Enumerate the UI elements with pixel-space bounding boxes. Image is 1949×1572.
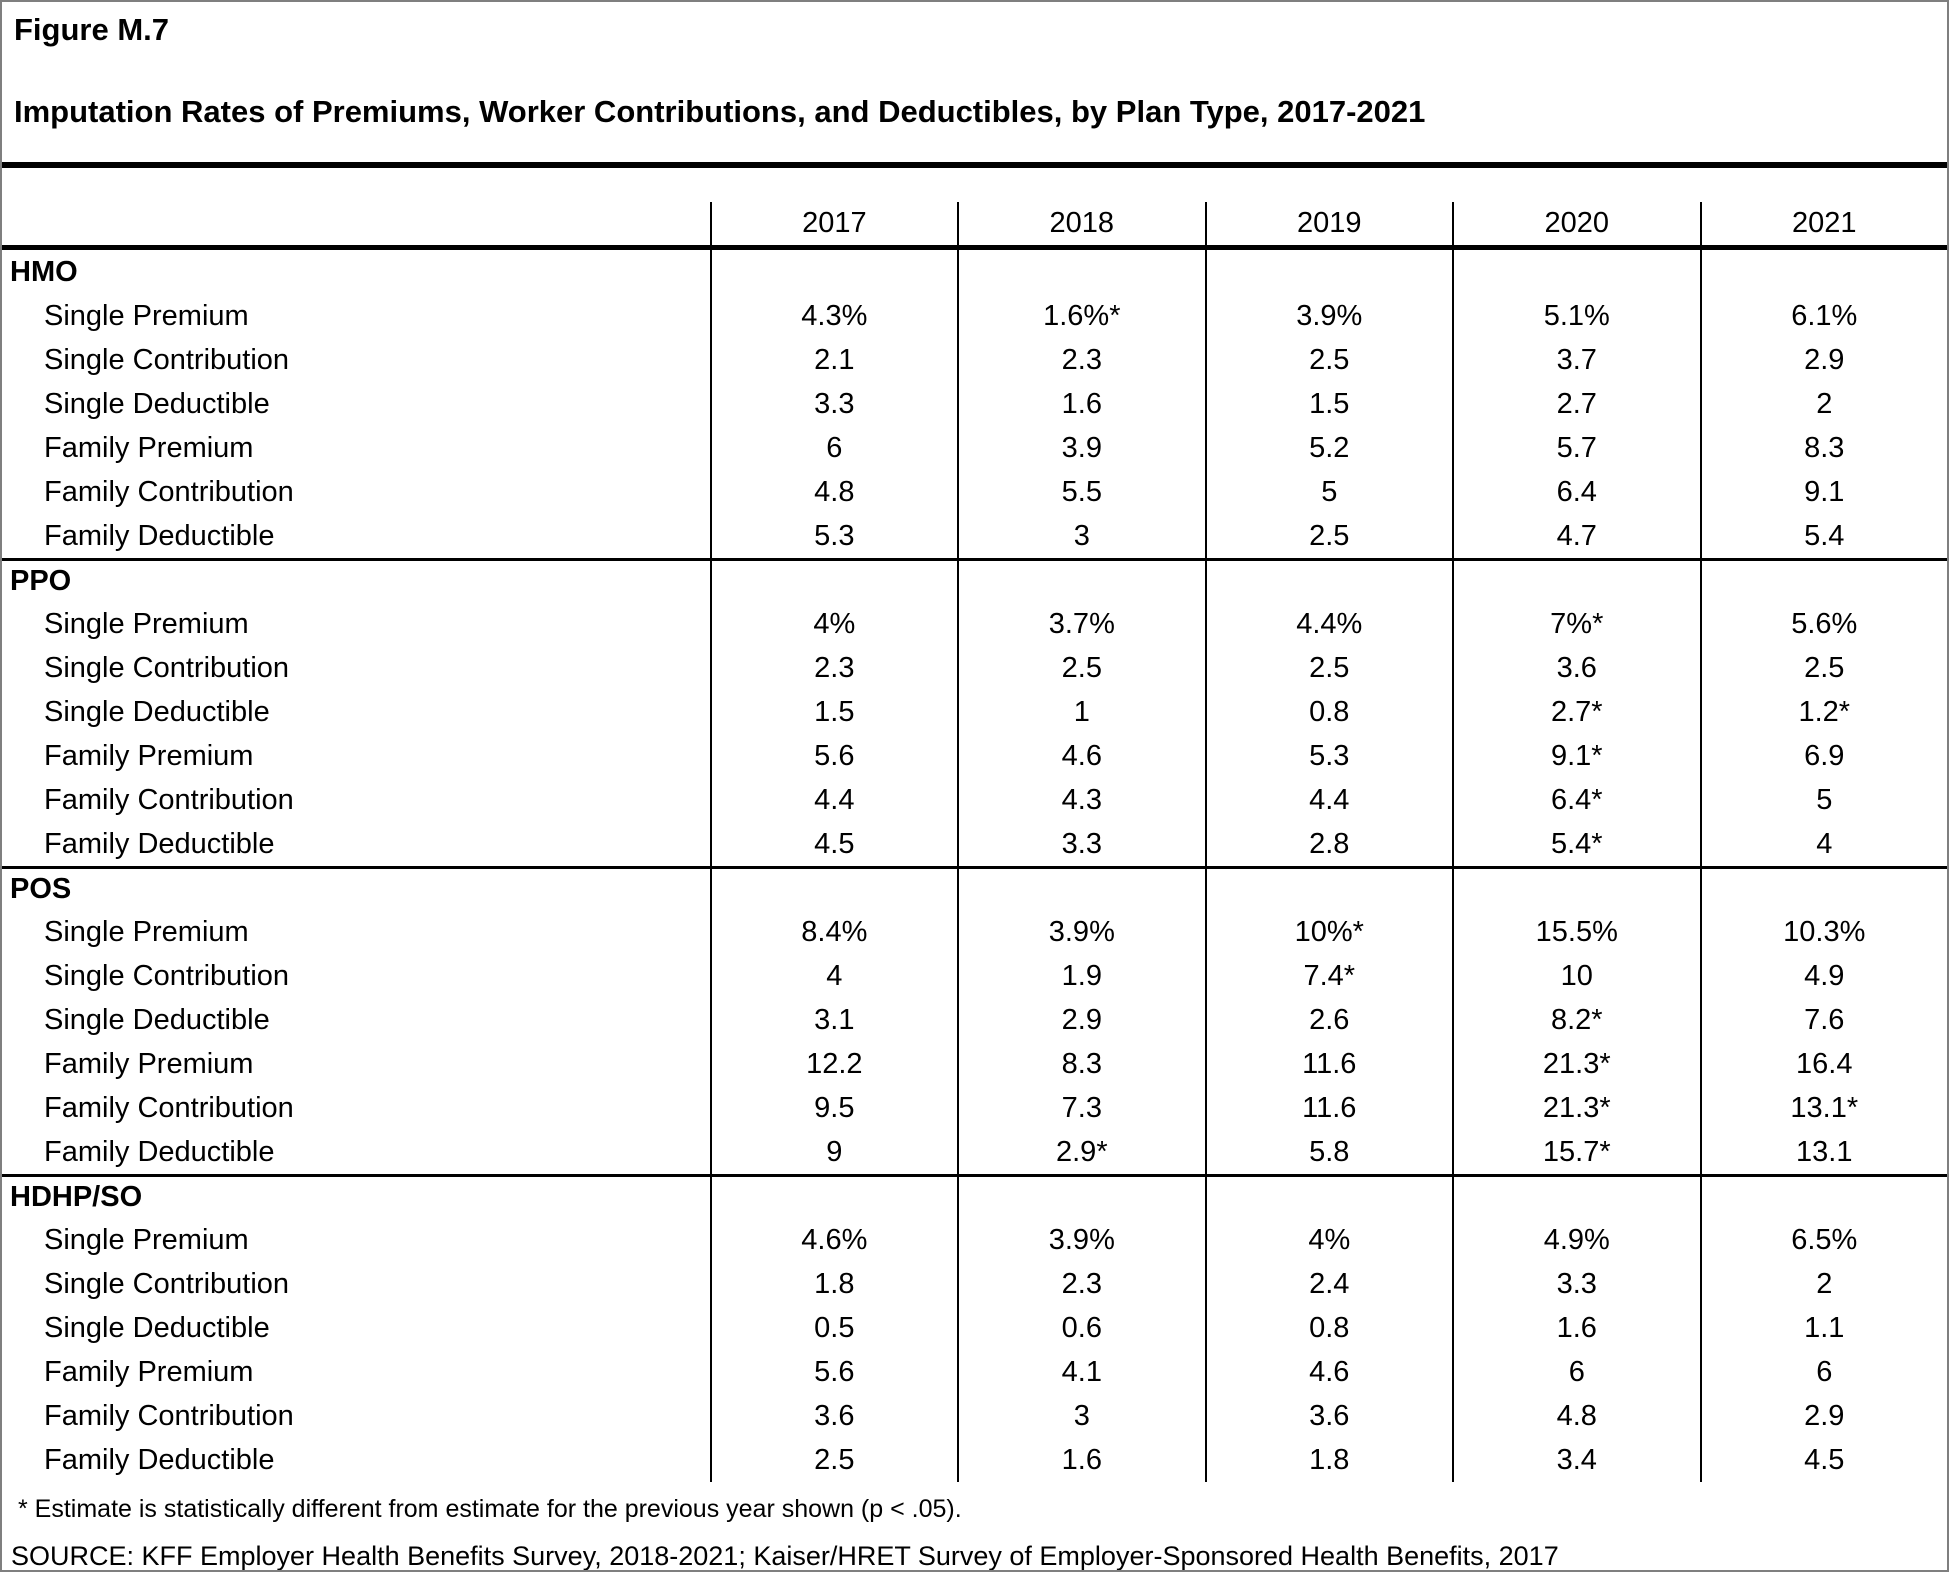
value-cell: 8.4% [710,910,957,954]
source-line: SOURCE: KFF Employer Health Benefits Survey, 2018-2021; Kaiser/HRET Survey of Employer-Sponsored Health Benefits, 2017 [11,1541,1559,1571]
section-empty-cell [1700,250,1947,294]
table-row-hmo-family-deductible [2,514,1947,558]
value-cell: 2.3 [957,338,1204,382]
value-cell: 4.8 [1452,1394,1699,1438]
row-label: Single Premium [44,1223,249,1256]
value-cell: 1.5 [710,690,957,734]
value-cell: 3.7% [957,602,1204,646]
footnote: * Estimate is statistically different from estimate for the previous year shown (p < .05). [18,1495,962,1523]
value-cell: 3.7 [1452,338,1699,382]
value-cell: 10.3% [1700,910,1947,954]
table-header-row [2,202,1947,250]
table-row-pos-single-premium [2,910,1947,954]
year-column-header: 2021 [1700,202,1947,245]
imputation-rates-table [2,202,1947,1482]
section-empty-cell [957,250,1204,294]
section-empty-cell [1205,869,1452,910]
value-cell: 7.6 [1700,998,1947,1042]
value-cell: 16.4 [1700,1042,1947,1086]
table-row-hdhp-so-family-premium [2,1350,1947,1394]
section-empty-cell [1452,561,1699,602]
value-cell: 2 [1700,382,1947,426]
value-cell: 2.6 [1205,998,1452,1042]
value-cell: 2.5 [710,1438,957,1482]
value-cell: 8.3 [1700,426,1947,470]
value-cell: 1.6 [957,1438,1204,1482]
value-cell: 3.6 [1205,1394,1452,1438]
table-row-ppo-family-premium [2,734,1947,778]
value-cell: 3.4 [1452,1438,1699,1482]
value-cell: 9.1 [1700,470,1947,514]
section-header-row-hmo [2,250,1947,294]
value-cell: 10%* [1205,910,1452,954]
value-cell: 5.4 [1700,514,1947,558]
value-cell: 5.6 [710,1350,957,1394]
figure-label: Figure M.7 [14,12,170,47]
value-cell: 13.1* [1700,1086,1947,1130]
title-divider-rule [2,162,1947,168]
value-cell: 6 [1452,1350,1699,1394]
value-cell: 8.2* [1452,998,1699,1042]
value-cell: 2.8 [1205,822,1452,866]
section-empty-cell [957,869,1204,910]
value-cell: 6.4 [1452,470,1699,514]
row-label: Family Deductible [44,519,275,552]
value-cell: 3.3 [710,382,957,426]
year-column-header: 2017 [710,202,957,245]
value-cell: 6 [710,426,957,470]
value-cell: 3 [957,514,1204,558]
table-row-ppo-family-deductible [2,822,1947,866]
section-empty-cell [1700,869,1947,910]
row-label: Family Contribution [44,783,294,816]
year-column-header: 2020 [1452,202,1699,245]
value-cell: 4.3 [957,778,1204,822]
table-row-hmo-family-premium [2,426,1947,470]
section-empty-cell [710,869,957,910]
table-row-hmo-single-premium [2,294,1947,338]
value-cell: 4.5 [710,822,957,866]
value-cell: 6.9 [1700,734,1947,778]
section-label-hdhp-so: HDHP/SO [10,1181,143,1213]
value-cell: 0.8 [1205,1306,1452,1350]
value-cell: 3.3 [1452,1262,1699,1306]
value-cell: 7%* [1452,602,1699,646]
value-cell: 4.6 [1205,1350,1452,1394]
value-cell: 4.4 [1205,778,1452,822]
table-row-hmo-single-deductible [2,382,1947,426]
value-cell: 6.4* [1452,778,1699,822]
value-cell: 5.3 [1205,734,1452,778]
value-cell: 6.1% [1700,294,1947,338]
row-label: Single Contribution [44,651,290,684]
value-cell: 1.5 [1205,382,1452,426]
section-label-pos: POS [10,873,72,905]
value-cell: 5.5 [957,470,1204,514]
section-empty-cell [1205,561,1452,602]
section-empty-cell [710,250,957,294]
value-cell: 15.7* [1452,1130,1699,1174]
value-cell: 4.4% [1205,602,1452,646]
value-cell: 2 [1700,1262,1947,1306]
value-cell: 5 [1700,778,1947,822]
value-cell: 1.6%* [957,294,1204,338]
value-cell: 7.3 [957,1086,1204,1130]
value-cell: 2.5 [1205,646,1452,690]
row-label: Family Contribution [44,1399,294,1432]
table-row-hdhp-so-family-deductible [2,1438,1947,1482]
section-empty-cell [1205,250,1452,294]
row-label: Family Premium [44,1047,254,1080]
value-cell: 1 [957,690,1204,734]
value-cell: 3 [957,1394,1204,1438]
value-cell: 3.6 [1452,646,1699,690]
value-cell: 5.8 [1205,1130,1452,1174]
section-empty-cell [1452,869,1699,910]
value-cell: 7.4* [1205,954,1452,998]
table-row-hdhp-so-single-premium [2,1218,1947,1262]
row-label: Family Contribution [44,475,294,508]
row-label: Single Deductible [44,1311,270,1344]
value-cell: 3.9% [957,1218,1204,1262]
value-cell: 5.1% [1452,294,1699,338]
title-block [2,2,1947,130]
value-cell: 3.3 [957,822,1204,866]
section-empty-cell [1452,250,1699,294]
table-row-pos-single-deductible [2,998,1947,1042]
row-label: Single Premium [44,915,249,948]
section-empty-cell [710,561,957,602]
value-cell: 4.1 [957,1350,1204,1394]
table-row-ppo-single-premium [2,602,1947,646]
value-cell: 4.8 [710,470,957,514]
value-cell: 4 [710,954,957,998]
value-cell: 6.5% [1700,1218,1947,1262]
row-label: Single Contribution [44,343,290,376]
value-cell: 4.3% [710,294,957,338]
year-column-header: 2019 [1205,202,1452,245]
value-cell: 0.5 [710,1306,957,1350]
value-cell: 4 [1700,822,1947,866]
value-cell: 1.6 [1452,1306,1699,1350]
section-empty-cell [710,1177,957,1218]
value-cell: 2.5 [1205,338,1452,382]
row-label: Family Deductible [44,827,275,860]
table-row-pos-family-contribution [2,1086,1947,1130]
row-label: Single Deductible [44,695,270,728]
value-cell: 5.4* [1452,822,1699,866]
table-row-hmo-family-contribution [2,470,1947,514]
value-cell: 21.3* [1452,1042,1699,1086]
section-label-ppo: PPO [10,565,72,597]
row-label: Family Deductible [44,1135,275,1168]
value-cell: 4% [710,602,957,646]
table-row-ppo-family-contribution [2,778,1947,822]
value-cell: 4.5 [1700,1438,1947,1482]
value-cell: 2.7* [1452,690,1699,734]
table-row-pos-family-deductible [2,1130,1947,1174]
value-cell: 3.6 [710,1394,957,1438]
section-label-hmo: HMO [10,255,78,288]
value-cell: 0.6 [957,1306,1204,1350]
value-cell: 1.8 [710,1262,957,1306]
row-label: Family Deductible [44,1443,275,1476]
value-cell: 5 [1205,470,1452,514]
value-cell: 9.5 [710,1086,957,1130]
section-header-row-pos [2,866,1947,910]
value-cell: 13.1 [1700,1130,1947,1174]
value-cell: 4.4 [710,778,957,822]
section-empty-cell [957,1177,1204,1218]
table-row-pos-family-premium [2,1042,1947,1086]
value-cell: 2.5 [1700,646,1947,690]
row-label: Single Deductible [44,387,270,420]
value-cell: 11.6 [1205,1086,1452,1130]
value-cell: 5.3 [710,514,957,558]
section-empty-cell [1452,1177,1699,1218]
row-label: Single Premium [44,607,249,640]
section-empty-cell [1205,1177,1452,1218]
value-cell: 1.2* [1700,690,1947,734]
value-cell: 4% [1205,1218,1452,1262]
value-cell: 5.6 [710,734,957,778]
value-cell: 2.5 [1205,514,1452,558]
row-label: Family Premium [44,431,254,464]
value-cell: 2.9 [1700,1394,1947,1438]
row-label: Single Deductible [44,1003,270,1036]
value-cell: 4.7 [1452,514,1699,558]
row-label: Family Premium [44,1355,254,1388]
value-cell: 2.7 [1452,382,1699,426]
section-header-row-hdhp-so [2,1174,1947,1218]
section-empty-cell [1700,561,1947,602]
row-label: Single Contribution [44,959,290,992]
value-cell: 1.8 [1205,1438,1452,1482]
value-cell: 3.9 [957,426,1204,470]
value-cell: 1.1 [1700,1306,1947,1350]
value-cell: 4.6% [710,1218,957,1262]
value-cell: 9 [710,1130,957,1174]
value-cell: 2.1 [710,338,957,382]
table-row-pos-single-contribution [2,954,1947,998]
value-cell: 2.9 [957,998,1204,1042]
table-row-hdhp-so-single-contribution [2,1262,1947,1306]
table-row-hdhp-so-family-contribution [2,1394,1947,1438]
value-cell: 3.9% [957,910,1204,954]
value-cell: 3.1 [710,998,957,1042]
row-label: Family Premium [44,739,254,772]
value-cell: 5.7 [1452,426,1699,470]
value-cell: 8.3 [957,1042,1204,1086]
figure-title: Imputation Rates of Premiums, Worker Contributions, and Deductibles, by Plan Type, 2017-2021 [14,94,1426,129]
table-row-hdhp-so-single-deductible [2,1306,1947,1350]
table-corner-cell [2,202,710,245]
year-column-header: 2018 [957,202,1204,245]
section-header-row-ppo [2,558,1947,602]
value-cell: 1.9 [957,954,1204,998]
value-cell: 2.3 [710,646,957,690]
value-cell: 5.2 [1205,426,1452,470]
value-cell: 2.9* [957,1130,1204,1174]
value-cell: 5.6% [1700,602,1947,646]
value-cell: 4.9 [1700,954,1947,998]
value-cell: 12.2 [710,1042,957,1086]
section-empty-cell [957,561,1204,602]
value-cell: 4.9% [1452,1218,1699,1262]
row-label: Single Premium [44,299,249,332]
table-row-ppo-single-contribution [2,646,1947,690]
value-cell: 11.6 [1205,1042,1452,1086]
row-label: Family Contribution [44,1091,294,1124]
value-cell: 10 [1452,954,1699,998]
value-cell: 3.9% [1205,294,1452,338]
value-cell: 2.4 [1205,1262,1452,1306]
value-cell: 1.6 [957,382,1204,426]
value-cell: 4.6 [957,734,1204,778]
value-cell: 6 [1700,1350,1947,1394]
value-cell: 21.3* [1452,1086,1699,1130]
value-cell: 9.1* [1452,734,1699,778]
value-cell: 2.5 [957,646,1204,690]
value-cell: 15.5% [1452,910,1699,954]
value-cell: 2.3 [957,1262,1204,1306]
section-empty-cell [1700,1177,1947,1218]
table-row-ppo-single-deductible [2,690,1947,734]
table-row-hmo-single-contribution [2,338,1947,382]
row-label: Single Contribution [44,1267,290,1300]
value-cell: 0.8 [1205,690,1452,734]
value-cell: 2.9 [1700,338,1947,382]
